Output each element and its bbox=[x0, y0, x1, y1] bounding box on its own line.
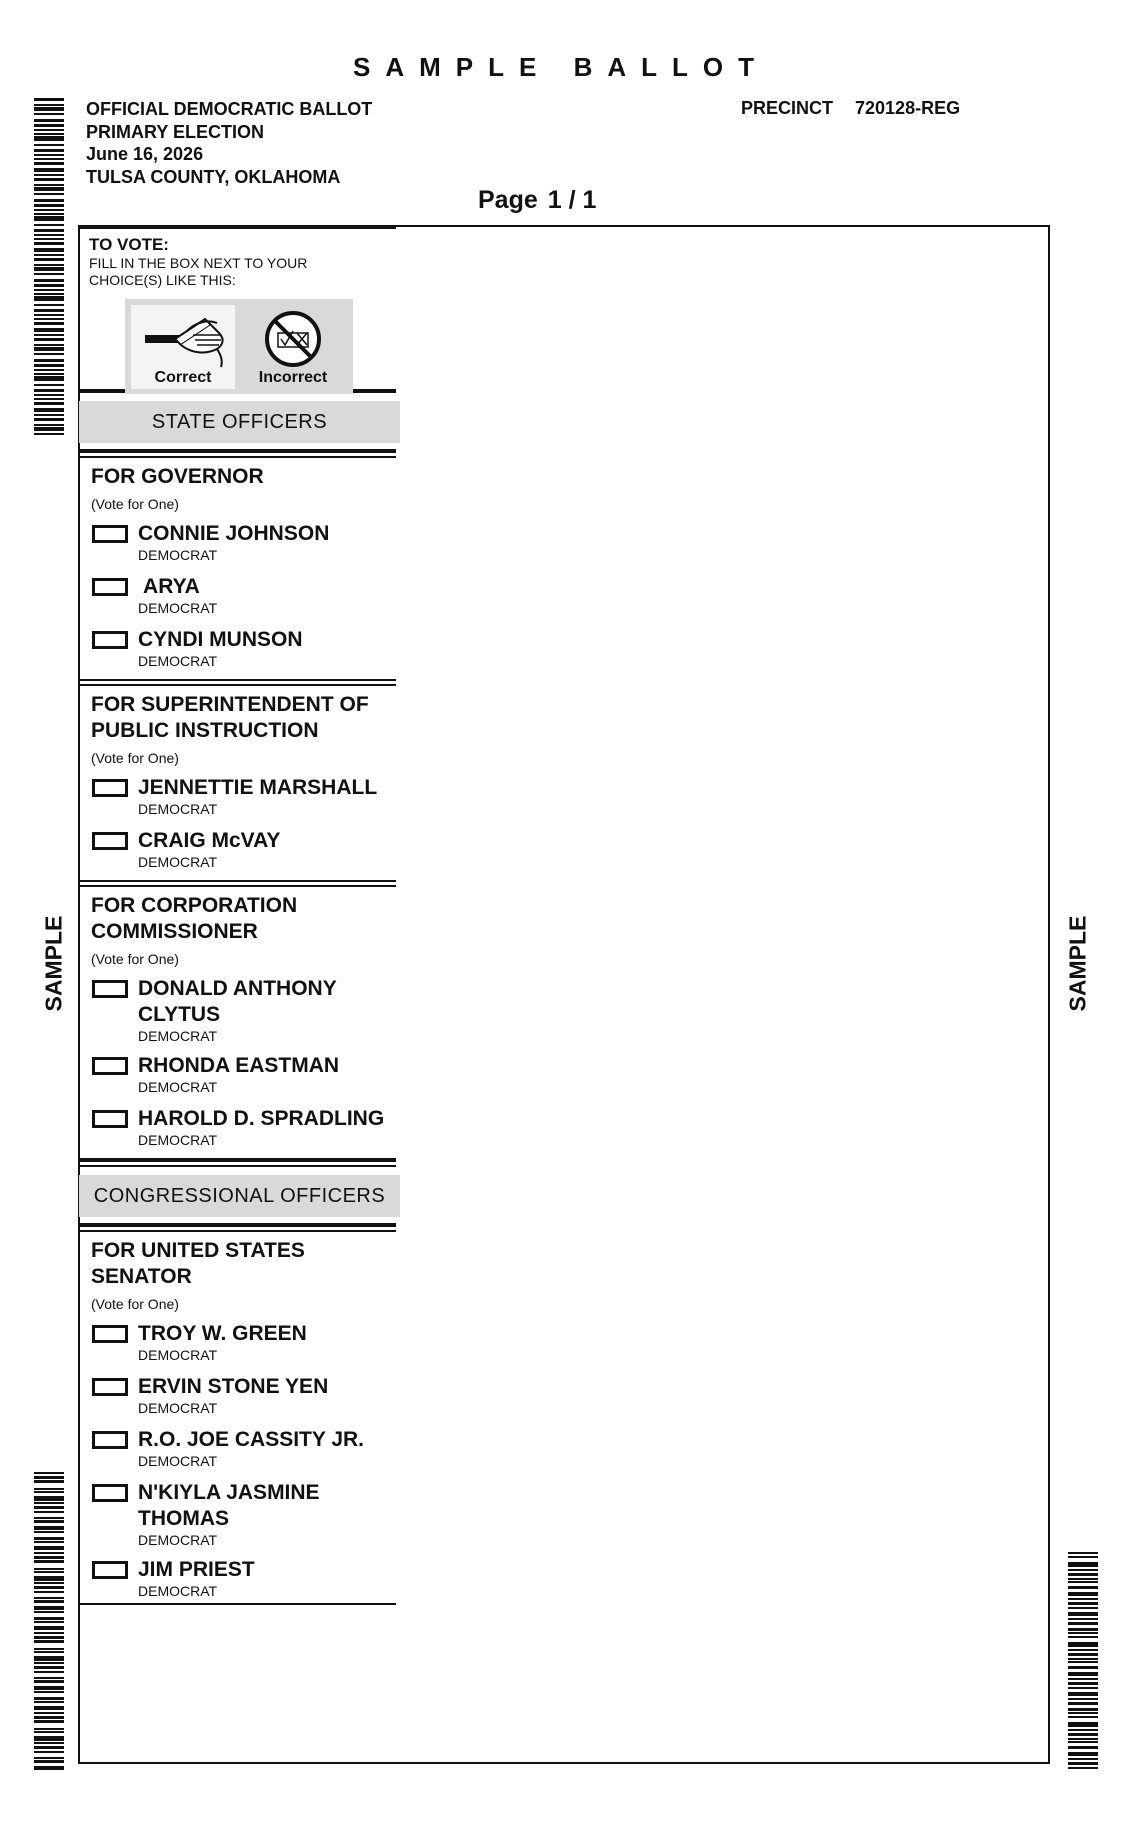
candidate-name: CRAIG McVAY bbox=[138, 829, 281, 852]
timing-mark bbox=[34, 1742, 64, 1744]
timing-mark bbox=[34, 1686, 64, 1690]
correct-example bbox=[131, 305, 235, 389]
instructions-line-2: CHOICE(S) LIKE THIS: bbox=[89, 272, 236, 288]
candidate-name: CLYTUS bbox=[138, 1003, 221, 1026]
vote-checkbox[interactable] bbox=[92, 1561, 128, 1579]
timing-mark bbox=[34, 359, 64, 362]
timing-mark bbox=[1068, 1712, 1098, 1714]
timing-mark bbox=[34, 1496, 64, 1501]
candidate-option[interactable] bbox=[91, 1374, 396, 1418]
timing-mark bbox=[34, 144, 64, 146]
candidate-name: DONALD ANTHONY bbox=[138, 977, 337, 1000]
timing-mark bbox=[34, 1671, 64, 1673]
timing-mark bbox=[34, 402, 64, 405]
timing-mark bbox=[1068, 1598, 1098, 1600]
timing-mark bbox=[34, 1480, 64, 1483]
timing-mark bbox=[1068, 1692, 1098, 1696]
timing-mark bbox=[1068, 1698, 1098, 1700]
timing-mark bbox=[34, 1648, 64, 1650]
divider bbox=[80, 1165, 396, 1167]
timing-mark bbox=[34, 267, 64, 271]
timing-mark bbox=[34, 408, 64, 412]
timing-mark bbox=[34, 234, 64, 236]
timing-mark bbox=[34, 1582, 64, 1584]
timing-mark bbox=[34, 1731, 64, 1733]
timing-mark bbox=[34, 1600, 64, 1603]
timing-mark bbox=[1068, 1733, 1098, 1736]
timing-mark bbox=[34, 1568, 64, 1570]
section-header-congressional-officers: CONGRESSIONAL OFFICERS bbox=[79, 1175, 400, 1217]
timing-mark bbox=[34, 1576, 64, 1581]
timing-mark bbox=[34, 1701, 64, 1703]
timing-mark bbox=[34, 229, 64, 232]
timing-mark bbox=[1068, 1762, 1098, 1765]
vote-for-instruction: (Vote for One) bbox=[91, 496, 179, 512]
timing-mark bbox=[34, 373, 64, 375]
timing-mark bbox=[1068, 1628, 1098, 1631]
timing-mark bbox=[34, 1488, 64, 1490]
timing-mark bbox=[34, 1751, 64, 1753]
timing-mark bbox=[34, 209, 64, 211]
timing-mark bbox=[34, 1506, 64, 1509]
timing-mark bbox=[1068, 1622, 1098, 1625]
header-line-date: June 16, 2026 bbox=[86, 144, 204, 164]
timing-mark bbox=[34, 178, 64, 181]
race-title: FOR UNITED STATES bbox=[91, 1239, 305, 1262]
timing-mark bbox=[1068, 1607, 1098, 1609]
timing-mark bbox=[34, 1541, 64, 1543]
timing-mark bbox=[34, 174, 64, 176]
sample-watermark-right: SAMPLE bbox=[1064, 915, 1091, 1012]
race-title: FOR GOVERNOR bbox=[91, 465, 264, 488]
timing-mark bbox=[34, 98, 64, 101]
candidate-name: N'KIYLA JASMINE bbox=[138, 1481, 320, 1504]
vote-checkbox[interactable] bbox=[92, 525, 128, 543]
timing-mark bbox=[34, 1597, 64, 1599]
candidate-name: ARYA bbox=[138, 575, 200, 598]
race-title: FOR SUPERINTENDENT OF bbox=[91, 693, 369, 716]
pen-hand-icon bbox=[135, 309, 231, 369]
timing-mark bbox=[34, 193, 64, 195]
timing-mark bbox=[34, 1571, 64, 1573]
candidate-party: DEMOCRAT bbox=[138, 1532, 218, 1548]
timing-mark bbox=[34, 427, 64, 431]
timing-mark bbox=[34, 124, 64, 127]
timing-mark bbox=[34, 318, 64, 320]
vote-checkbox[interactable] bbox=[92, 1325, 128, 1343]
candidate-name: R.O. JOE CASSITY JR. bbox=[138, 1428, 365, 1451]
timing-mark bbox=[34, 1712, 64, 1714]
timing-mark bbox=[1068, 1562, 1098, 1567]
timing-mark bbox=[34, 1546, 64, 1550]
timing-mark bbox=[34, 248, 64, 252]
timing-mark bbox=[1068, 1618, 1098, 1620]
timing-mark bbox=[1068, 1642, 1098, 1647]
timing-mark bbox=[34, 264, 64, 266]
timing-mark bbox=[34, 1611, 64, 1613]
candidate-name: JENNETTIE MARSHALL bbox=[138, 776, 378, 799]
section-header-state-officers: STATE OFFICERS bbox=[79, 401, 400, 443]
vote-for-instruction: (Vote for One) bbox=[91, 750, 179, 766]
timing-mark bbox=[34, 1736, 64, 1741]
timing-mark bbox=[34, 158, 64, 160]
timing-mark bbox=[34, 1757, 64, 1759]
timing-mark bbox=[34, 162, 64, 165]
timing-mark bbox=[1068, 1556, 1098, 1558]
timing-mark bbox=[34, 254, 64, 256]
timing-mark bbox=[34, 168, 64, 172]
timing-mark bbox=[34, 1560, 64, 1563]
candidate-option[interactable] bbox=[91, 775, 396, 819]
timing-mark bbox=[34, 154, 64, 156]
timing-mark bbox=[1068, 1758, 1098, 1760]
vote-checkbox[interactable] bbox=[92, 1110, 128, 1128]
timing-mark bbox=[1068, 1581, 1098, 1583]
timing-mark bbox=[34, 1476, 64, 1479]
timing-mark bbox=[34, 376, 64, 381]
timing-mark bbox=[1068, 1658, 1098, 1660]
candidate-party: DEMOCRAT bbox=[138, 1400, 218, 1416]
timing-mark bbox=[34, 129, 64, 131]
divider bbox=[80, 679, 396, 681]
timing-mark bbox=[34, 1552, 64, 1554]
candidate-party: DEMOCRAT bbox=[138, 1583, 218, 1599]
candidate-party: DEMOCRAT bbox=[138, 1132, 218, 1148]
timing-marks-bottom-right bbox=[1068, 1552, 1098, 1770]
timing-mark bbox=[34, 1746, 64, 1749]
timing-mark bbox=[34, 334, 64, 336]
timing-mark bbox=[1068, 1649, 1098, 1651]
candidate-option[interactable] bbox=[91, 1053, 396, 1097]
candidate-option[interactable] bbox=[91, 1427, 396, 1471]
timing-mark bbox=[34, 304, 64, 306]
timing-mark bbox=[34, 1531, 64, 1533]
timing-mark bbox=[1068, 1636, 1098, 1638]
timing-mark bbox=[34, 1517, 64, 1519]
race-title: COMMISSIONER bbox=[91, 920, 258, 943]
timing-mark bbox=[34, 1511, 64, 1513]
candidate-option[interactable] bbox=[91, 1557, 396, 1601]
race-us-senator bbox=[80, 1232, 396, 1601]
timing-mark bbox=[34, 1766, 64, 1770]
timing-mark bbox=[34, 424, 64, 426]
timing-mark bbox=[34, 1636, 64, 1639]
ballot-header-info bbox=[86, 98, 372, 188]
candidate-party: DEMOCRAT bbox=[138, 653, 218, 669]
timing-mark bbox=[34, 284, 64, 287]
voting-instructions bbox=[80, 229, 396, 389]
timing-mark bbox=[34, 204, 64, 207]
timing-mark bbox=[34, 1621, 64, 1623]
timing-mark bbox=[34, 389, 64, 392]
race-title: PUBLIC INSTRUCTION bbox=[91, 719, 319, 742]
candidate-party: DEMOCRAT bbox=[138, 854, 218, 870]
candidate-option[interactable] bbox=[91, 574, 396, 618]
timing-mark bbox=[34, 1632, 64, 1634]
timing-marks-bottom-left bbox=[34, 1472, 64, 1770]
timing-mark bbox=[1068, 1578, 1098, 1580]
timing-mark bbox=[34, 328, 64, 332]
incorrect-example bbox=[241, 305, 345, 389]
vote-checkbox[interactable] bbox=[92, 631, 128, 649]
divider bbox=[80, 449, 396, 453]
vote-for-instruction: (Vote for One) bbox=[91, 1296, 179, 1312]
timing-mark bbox=[34, 1606, 64, 1610]
timing-mark bbox=[1068, 1746, 1098, 1749]
timing-mark bbox=[1068, 1573, 1098, 1576]
timing-mark bbox=[34, 314, 64, 316]
timing-mark bbox=[34, 136, 64, 141]
timing-mark bbox=[34, 1706, 64, 1710]
candidate-party: DEMOCRAT bbox=[138, 600, 218, 616]
page-label: Page bbox=[478, 186, 538, 214]
timing-mark bbox=[34, 1537, 64, 1540]
candidate-name: RHONDA EASTMAN bbox=[138, 1054, 340, 1077]
timing-mark bbox=[34, 293, 64, 295]
timing-mark bbox=[34, 279, 64, 282]
timing-mark bbox=[34, 322, 64, 325]
timing-mark bbox=[34, 1556, 64, 1559]
timing-mark bbox=[1068, 1661, 1098, 1663]
timing-mark bbox=[34, 1716, 64, 1719]
timing-mark bbox=[1068, 1741, 1098, 1743]
vote-checkbox[interactable] bbox=[92, 1431, 128, 1449]
candidate-name: CONNIE JOHNSON bbox=[138, 522, 330, 545]
candidate-option[interactable] bbox=[91, 1480, 396, 1548]
timing-mark bbox=[34, 364, 64, 367]
race-corporation-commissioner bbox=[80, 887, 396, 1158]
timing-mark bbox=[34, 1472, 64, 1474]
divider bbox=[80, 880, 396, 882]
timing-mark bbox=[34, 353, 64, 355]
timing-mark bbox=[34, 1640, 64, 1643]
timing-mark bbox=[1068, 1666, 1098, 1669]
no-mark-icon bbox=[263, 309, 323, 369]
timing-mark bbox=[34, 213, 64, 215]
timing-mark bbox=[34, 1677, 64, 1679]
timing-mark bbox=[34, 199, 64, 202]
candidate-name: TROY W. GREEN bbox=[138, 1322, 307, 1345]
timing-mark bbox=[34, 433, 64, 435]
ballot-column bbox=[80, 225, 396, 1605]
timing-mark bbox=[34, 242, 64, 245]
timing-mark bbox=[34, 1760, 64, 1763]
timing-mark bbox=[34, 216, 64, 221]
timing-marks-top-left bbox=[34, 98, 64, 438]
timing-mark bbox=[34, 258, 64, 261]
timing-mark bbox=[34, 1666, 64, 1669]
vote-checkbox[interactable] bbox=[92, 779, 128, 797]
vote-checkbox[interactable] bbox=[92, 980, 128, 998]
timing-mark bbox=[34, 1591, 64, 1593]
timing-mark bbox=[34, 238, 64, 240]
marking-examples bbox=[125, 299, 353, 394]
candidate-party: DEMOCRAT bbox=[138, 1028, 218, 1044]
timing-mark bbox=[34, 418, 64, 421]
timing-mark bbox=[34, 1720, 64, 1723]
timing-mark bbox=[1068, 1687, 1098, 1689]
timing-mark bbox=[1068, 1612, 1098, 1616]
candidate-name: THOMAS bbox=[138, 1507, 229, 1530]
timing-mark bbox=[1068, 1592, 1098, 1596]
vote-checkbox[interactable] bbox=[92, 578, 128, 596]
timing-mark bbox=[34, 1520, 64, 1523]
timing-mark bbox=[34, 1586, 64, 1589]
precinct-value: 720128-REG bbox=[855, 98, 961, 118]
timing-mark bbox=[34, 1680, 64, 1683]
timing-mark bbox=[34, 1651, 64, 1653]
timing-mark bbox=[34, 369, 64, 371]
timing-mark bbox=[34, 1662, 64, 1664]
timing-mark bbox=[1068, 1729, 1098, 1731]
header-line-ballot-type: OFFICIAL DEMOCRATIC BALLOT bbox=[86, 99, 373, 119]
timing-mark bbox=[34, 107, 64, 111]
timing-mark bbox=[34, 1502, 64, 1504]
timing-mark bbox=[34, 338, 64, 341]
timing-mark bbox=[34, 1656, 64, 1661]
race-superintendent bbox=[80, 686, 396, 880]
timing-mark bbox=[34, 289, 64, 291]
candidate-party: DEMOCRAT bbox=[138, 801, 218, 817]
timing-mark bbox=[34, 113, 64, 115]
timing-mark bbox=[34, 384, 64, 386]
timing-mark bbox=[34, 184, 64, 186]
timing-mark bbox=[1068, 1586, 1098, 1589]
timing-mark bbox=[1068, 1767, 1098, 1769]
candidate-party: DEMOCRAT bbox=[138, 1079, 218, 1095]
race-title: SENATOR bbox=[91, 1265, 192, 1288]
divider bbox=[80, 1223, 396, 1227]
timing-mark bbox=[34, 344, 64, 346]
race-governor bbox=[80, 458, 396, 679]
incorrect-label: Incorrect bbox=[258, 369, 328, 386]
timing-mark bbox=[1068, 1722, 1098, 1727]
timing-mark bbox=[1068, 1552, 1098, 1554]
timing-mark bbox=[1068, 1716, 1098, 1718]
candidate-option[interactable] bbox=[91, 1106, 396, 1150]
timing-mark bbox=[34, 1691, 64, 1693]
page-value: 1 / 1 bbox=[547, 186, 597, 214]
precinct-info bbox=[741, 98, 960, 119]
timing-mark bbox=[34, 133, 64, 135]
timing-mark bbox=[34, 119, 64, 122]
timing-mark bbox=[34, 1697, 64, 1700]
vote-checkbox[interactable] bbox=[92, 1057, 128, 1075]
vote-checkbox[interactable] bbox=[92, 1484, 128, 1502]
header-line-county: TULSA COUNTY, OKLAHOMA bbox=[86, 166, 341, 187]
timing-mark bbox=[1068, 1682, 1098, 1685]
timing-mark bbox=[1068, 1602, 1098, 1605]
candidate-party: DEMOCRAT bbox=[138, 1453, 218, 1469]
timing-mark bbox=[34, 1728, 64, 1730]
sample-watermark-left: SAMPLE bbox=[40, 915, 67, 1012]
candidate-option[interactable] bbox=[91, 976, 396, 1044]
race-title: FOR CORPORATION bbox=[91, 894, 298, 917]
timing-mark bbox=[34, 414, 64, 416]
candidate-party: DEMOCRAT bbox=[138, 1347, 218, 1363]
candidate-option[interactable] bbox=[91, 1321, 396, 1365]
timing-mark bbox=[34, 309, 64, 312]
candidate-name: CYNDI MUNSON bbox=[138, 628, 303, 651]
timing-mark bbox=[34, 1617, 64, 1620]
timing-mark bbox=[1068, 1672, 1098, 1676]
timing-mark bbox=[1068, 1752, 1098, 1756]
vote-checkbox[interactable] bbox=[92, 832, 128, 850]
divider bbox=[80, 1603, 396, 1605]
timing-mark bbox=[1068, 1738, 1098, 1740]
timing-mark bbox=[1068, 1708, 1098, 1711]
candidate-party: DEMOCRAT bbox=[138, 547, 218, 563]
candidate-name: ERVIN STONE YEN bbox=[138, 1375, 329, 1398]
instructions-line-1: FILL IN THE BOX NEXT TO YOUR bbox=[89, 255, 308, 271]
precinct-label: PRECINCT bbox=[741, 98, 834, 118]
vote-for-instruction: (Vote for One) bbox=[91, 951, 179, 967]
correct-label: Correct bbox=[154, 369, 212, 386]
candidate-option[interactable] bbox=[91, 627, 396, 671]
timing-mark bbox=[34, 394, 64, 396]
timing-mark bbox=[34, 273, 64, 275]
timing-mark bbox=[34, 149, 64, 152]
candidate-name: JIM PRIEST bbox=[138, 1558, 255, 1581]
timing-mark bbox=[1068, 1569, 1098, 1571]
timing-mark bbox=[34, 104, 64, 106]
page-number bbox=[478, 186, 596, 215]
timing-mark bbox=[1068, 1632, 1098, 1634]
timing-mark bbox=[34, 187, 64, 191]
timing-mark bbox=[1068, 1653, 1098, 1656]
instructions-heading: TO VOTE: bbox=[89, 235, 169, 254]
timing-mark bbox=[1068, 1678, 1098, 1680]
timing-mark bbox=[34, 296, 64, 301]
timing-mark bbox=[34, 1491, 64, 1493]
candidate-name: HAROLD D. SPRADLING bbox=[138, 1107, 385, 1130]
timing-mark bbox=[34, 1526, 64, 1530]
timing-mark bbox=[34, 347, 64, 351]
timing-mark bbox=[1068, 1702, 1098, 1705]
header-line-election: PRIMARY ELECTION bbox=[86, 121, 265, 142]
vote-checkbox[interactable] bbox=[92, 1378, 128, 1396]
candidate-option[interactable] bbox=[91, 521, 396, 565]
timing-mark bbox=[34, 1626, 64, 1630]
ballot-title: SAMPLE BALLOT bbox=[353, 52, 769, 82]
candidate-option[interactable] bbox=[91, 828, 396, 872]
timing-mark bbox=[34, 224, 64, 226]
divider bbox=[80, 1158, 396, 1162]
timing-mark bbox=[34, 398, 64, 400]
